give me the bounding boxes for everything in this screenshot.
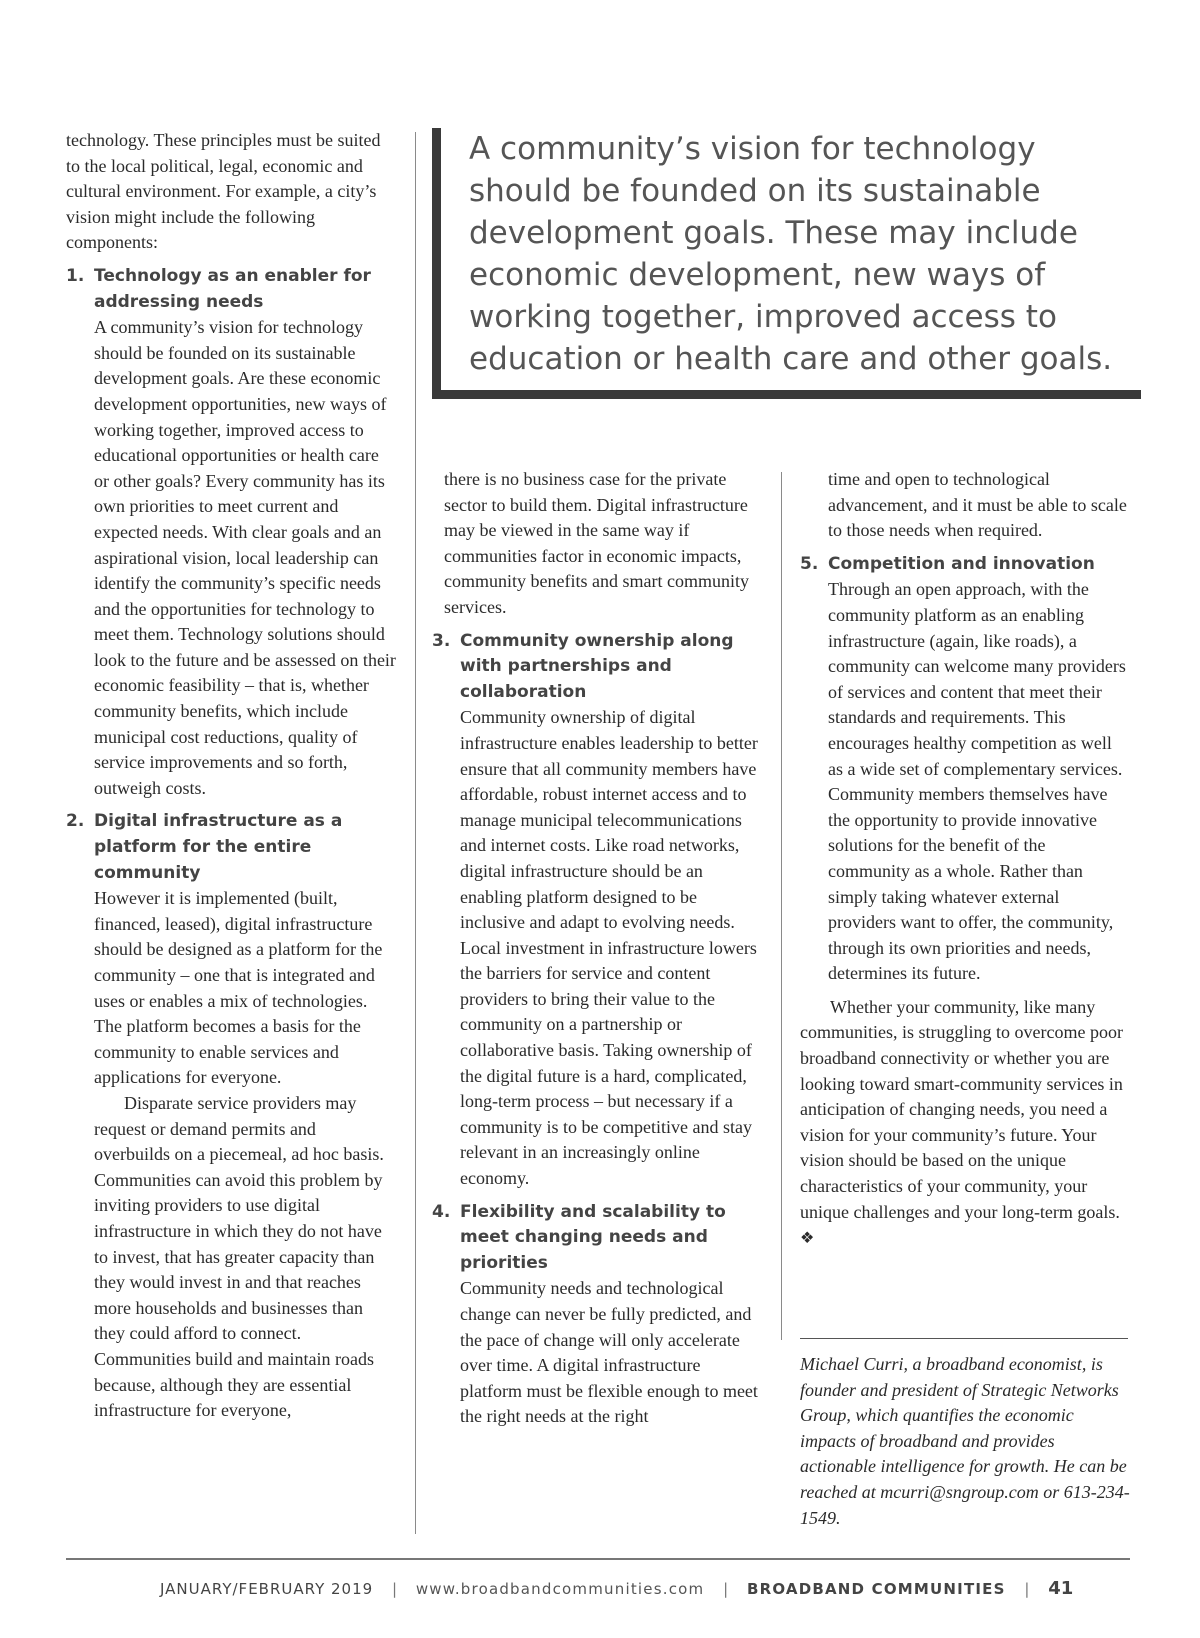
list-item-1 — [66, 264, 396, 801]
footer-separator: | — [1024, 1579, 1030, 1598]
list-heading: Competition and innovation — [828, 553, 1095, 574]
continued-paragraph: there is no business case for the private sector to build them. Digital infrastructure may be viewed in the same way if communities factor in economic impacts, community benefits and smart community services. — [444, 469, 749, 617]
list-heading: Community ownership along with partnerships and collaboration — [460, 630, 734, 702]
list-item-2 — [66, 809, 396, 1423]
pull-quote-text: A community’s vision for technology should be founded on its sustainable development goals. These may include economic development, new ways of working together, improved access to education or health care and other goals. — [469, 131, 1113, 377]
list-body: A community’s vision for technology should be founded on its sustainable development goals. Are these economic development opportunities, new ways of working together, improved access to educational opportunities or health care or other goals? Every community has its own priorities to meet current and expected needs. With clear goals and an aspirational vision, local leadership can identify the community’s specific needs and the opportunities for technology to meet them. Technology solutions should look to the future and be assessed on their economic feasibility – that is, whether community benefits, which include municipal cost reductions, quality of service improvements and so forth, outweigh costs. — [94, 317, 396, 798]
list-heading: Flexibility and scalability to meet changing needs and priorities — [460, 1201, 726, 1273]
closing-paragraph — [800, 995, 1130, 1252]
list-number: 1. — [66, 265, 85, 286]
list-item-3 — [432, 629, 762, 1192]
column-left — [66, 128, 396, 1424]
list-number: 2. — [66, 811, 85, 832]
footer-separator: | — [391, 1579, 398, 1598]
author-bio: Michael Curri, a broadband economist, is founder and president of Strategic Networks Group, which quantifies the economic impacts of broadband and provides actionable intelligence for growth. He can be reached at mcurri@sngroup.com or 613-234-1549. — [800, 1354, 1130, 1528]
list-heading: Digital infrastructure as a platform for the entire community — [94, 811, 343, 883]
end-mark-icon: ❖ — [800, 1230, 815, 1248]
closing-text: Whether your community, like many communities, is struggling to overcome poor broadband connectivity or whether you are looking toward smart-community services in anticipation of changing needs, you need a vision for your community’s future. Your vision should be based on the unique characteristics of your community, your unique challenges and your long-term goals. — [800, 996, 1123, 1222]
column-divider — [781, 472, 782, 1340]
page-number: 41 — [1048, 1578, 1074, 1599]
pull-quote — [432, 128, 1141, 399]
list-body-continued: Disparate service providers may request or demand permits and overbuilds on a piecemeal, ad hoc basis. Communities can avoid this problem by inviting providers to use digital infrastructure in which they do not have to invest, that has greater capacity than they would invest in and that reaches more households and businesses than they could afford to connect. Communities build and maintain roads because, although they are essential infrastructure for everyone, — [94, 1092, 384, 1421]
footer-url[interactable]: www.broadbandcommunities.com — [415, 1579, 705, 1598]
list-number: 3. — [432, 630, 451, 651]
column-divider — [415, 132, 416, 1534]
continued-paragraph: time and open to technological advancement, and it must be able to scale to those needs when required. — [828, 469, 1127, 541]
footer-magazine: BROADBAND COMMUNITIES — [746, 1579, 1006, 1598]
list-body: Through an open approach, with the community platform as an enabling infrastructure (again, like roads), a community can welcome many providers of services and content that meet their standards and requirements. This encourages healthy competition as well as a wide set of complementary services. Community members themselves have the opportunity to provide innovative solutions for the benefit of the community as a whole. Rather than simply taking whatever external providers want to offer, the community, through its own priorities and needs, determines its future. — [828, 579, 1126, 984]
list-number: 4. — [432, 1201, 451, 1222]
list-number: 5. — [800, 553, 819, 574]
column-right — [800, 467, 1130, 1252]
list-item-4 — [432, 1200, 762, 1430]
bio-divider — [800, 1338, 1128, 1339]
list-item-5 — [800, 552, 1130, 987]
intro-paragraph: technology. These principles must be suited to the local political, legal, economic and cultural environment. For example, a city’s vision might include the following components: — [66, 130, 381, 253]
footer-separator: | — [723, 1579, 729, 1598]
list-heading: Technology as an enabler for addressing needs — [94, 265, 371, 312]
footer-issue: JANUARY/FEBRUARY 2019 — [160, 1579, 374, 1598]
column-middle — [432, 467, 762, 1430]
footer-divider — [66, 1558, 1130, 1560]
list-body: However it is implemented (built, financed, leased), digital infrastructure should be designed as a platform for the community – one that is integrated and uses or enables a mix of technologies. The platform becomes a basis for the community to enable services and applications for everyone. — [94, 888, 383, 1088]
list-body: Community ownership of digital infrastructure enables leadership to better ensure that all community members have affordable, robust internet access and to manage municipal telecommunications and internet costs. Like road networks, digital infrastructure should be an enabling platform designed to be inclusive and adapt to evolving needs. Local investment in infrastructure lowers the barriers for service and content providers to bring their value to the community on a partnership or collaborative basis. Taking ownership of the digital future is a hard, complicated, long-term process – but necessary if a community is to be competitive and stay relevant in an increasingly online economy. — [460, 707, 758, 1189]
list-body: Community needs and technological change can never be fully predicted, and the pace of change will only accelerate over time. A digital infrastructure platform must be flexible enough to meet the right needs at the right — [460, 1278, 758, 1427]
page-footer — [160, 1578, 1073, 1599]
